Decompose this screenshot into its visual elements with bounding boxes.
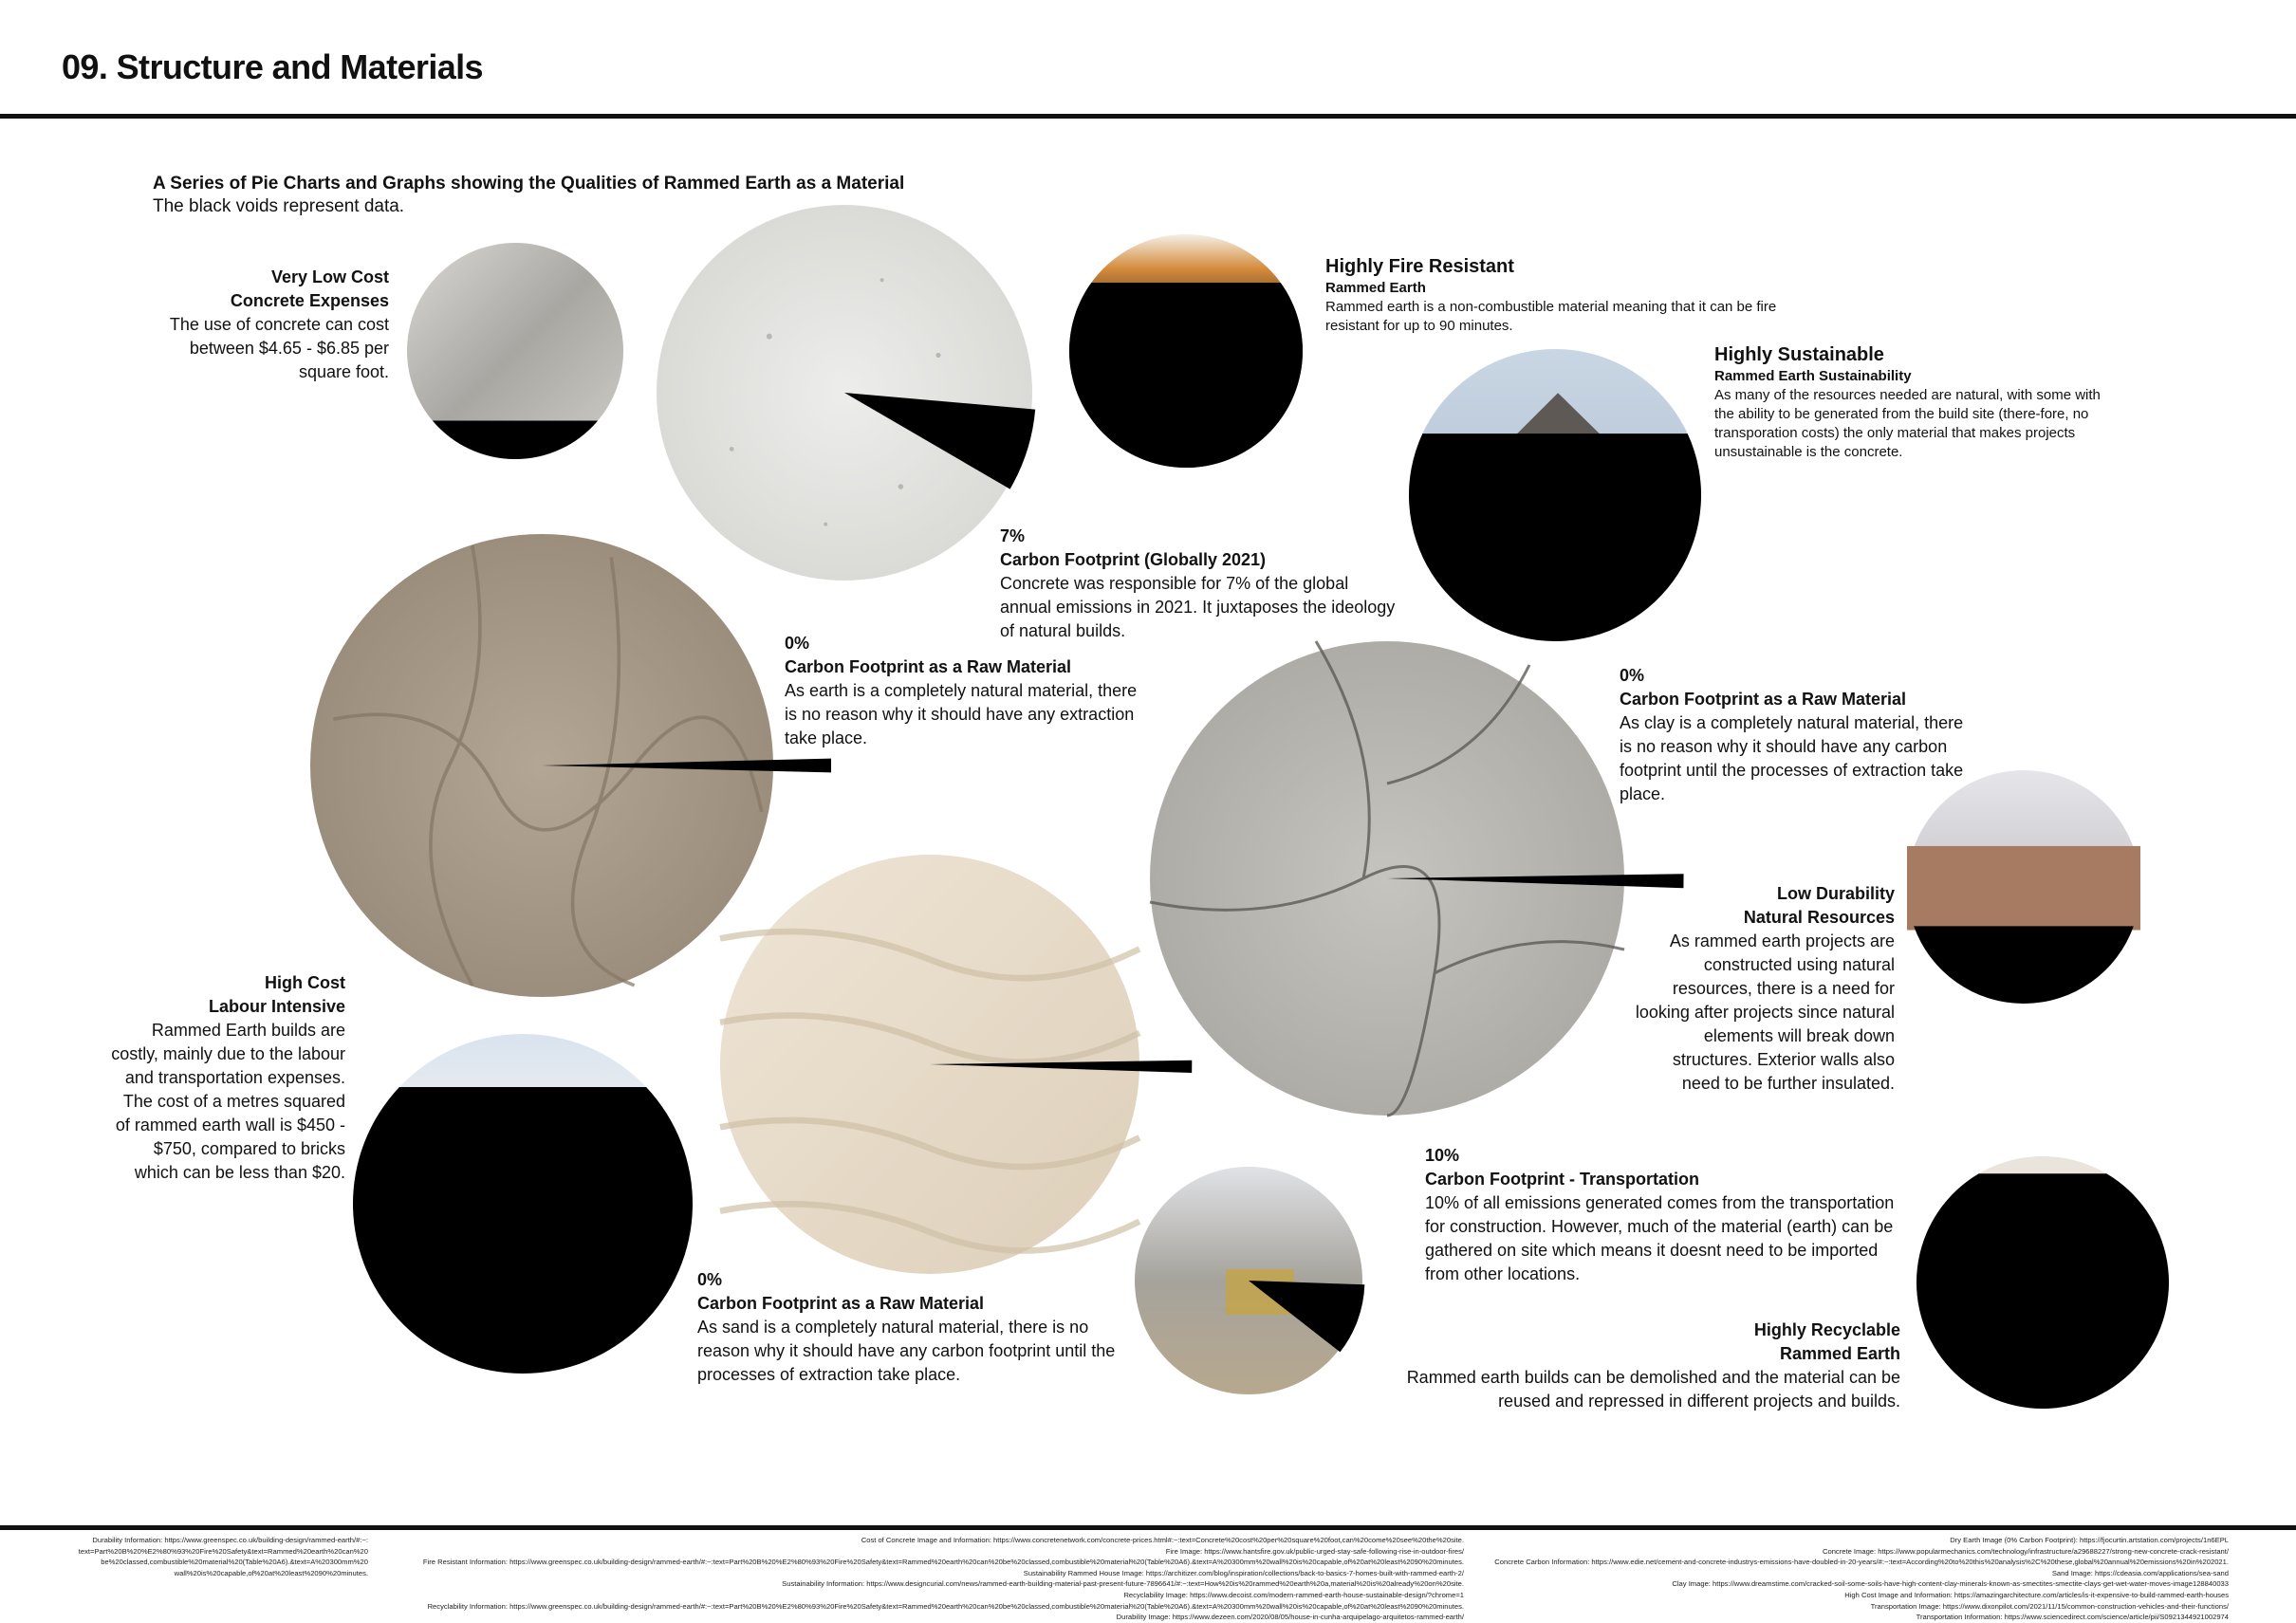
intro-title: A Series of Pie Charts and Graphs showing the Qualities of Rammed Earth as a Material (153, 174, 905, 194)
cost-title: Very Low Cost (270, 267, 389, 286)
earth-carbon-body: As earth is a completely natural material, there is no reason why it should have any extraction take place. (785, 681, 1138, 747)
reference-line: Concrete Image: https://www.popularmechanics.com/technology/infrastructure/a29688227/strong-new-concrete-crack-resistant/ (1823, 1546, 2229, 1556)
transport-carbon-body: 10% of all emissions generated comes from the transportation for construction. However, much of the material (earth) can be gathered on site which means it doesnt need to be imported from other locations. (1425, 1193, 1895, 1283)
pie-fire-resistance (1069, 234, 1303, 468)
sustainable-block (1714, 342, 2118, 462)
reference-line: Sustainability Rammed House Image: https://architizer.com/blog/inspiration/collections/back-to-basics-7-homes-built-with-rammed-earth-2/ (1023, 1568, 1464, 1577)
reference-line: Dry Earth Image (0% Carbon Footprint): https://fjocurtin.artstation.com/projects/1n6EPL (1950, 1536, 2229, 1544)
earth-carbon-block (785, 632, 1150, 750)
header-divider (0, 114, 2296, 119)
reference-line: text=Part%20B%20%E2%80%93%20Fire%20Safety&text=Rammed%20earth%20can%20 (78, 1546, 368, 1556)
sustainable-title: Highly Sustainable (1714, 344, 1884, 365)
pie-sustainability (1409, 349, 1701, 641)
pie-clay-carbon (1150, 641, 1624, 1116)
clay-carbon-title: Carbon Footprint as a Raw Material (1620, 690, 1907, 709)
clay-carbon-value: 0% (1620, 666, 1645, 685)
reference-line: Transportation Image: https://www.dixonpilot.com/2021/11/15/common-construction-vehicles-and-their-functions/ (1870, 1601, 2229, 1611)
cost-body: The use of concrete can cost between $4.65 - $6.85 per square foot. (169, 315, 389, 381)
reference-line: Transportation Information: https://www.sciencedirect.com/science/article/pii/S0921344921002974 (1916, 1613, 2229, 1622)
footer-divider (0, 1525, 2296, 1530)
pie-recyclability (1916, 1156, 2169, 1409)
concrete-texture-image (657, 205, 1032, 581)
pie-concrete-carbon (657, 205, 1032, 581)
fire-title: Highly Fire Resistant (1325, 256, 1514, 277)
reference-line: Fire Resistant Information: https://www.greenspec.co.uk/building-design/rammed-earth/#:~:text=Part%20B%20%E2%80%93%20Fire%20Safety&text=Rammed%20earth%20can%20be%20classed,combustible%20material%20(Table%20A6).&text=A%20300mm%20wall%20is%20capable,of%20at%20least%2090%20minutes. (422, 1558, 1464, 1567)
cost-block (152, 266, 389, 384)
fire-subtitle: Rammed Earth (1325, 280, 1426, 296)
cost-subtitle: Concrete Expenses (230, 291, 389, 310)
fire-block (1325, 254, 1781, 336)
concrete-carbon-title: Carbon Footprint (Globally 2021) (1000, 550, 1267, 569)
data-void (1069, 283, 1303, 468)
concrete-carbon-block (1000, 525, 1403, 643)
fire-body: Rammed earth is a non-combustible material meaning that it can be fire resistant for up to 90 minutes. (1325, 299, 1777, 334)
reference-line: Fire Image: https://www.hantsfire.gov.uk/public-urged-stay-safe-following-rise-in-outdoor-fires/ (1165, 1546, 1464, 1556)
sand-carbon-body: As sand is a completely natural material, there is no reason why it should have any carbon footprint until the processes of extraction take place. (697, 1318, 1116, 1384)
reference-line: High Cost Image and Information: https://amazingarchitecture.com/articles/is-it-expensive-to-build-rammed-earth-houses (1844, 1590, 2229, 1599)
earth-wall-shape (1907, 846, 2140, 931)
intro-subtitle: The black voids represent data. (153, 196, 405, 216)
reference-line: wall%20is%20capable,of%20at%20least%2090%20minutes. (174, 1568, 368, 1577)
pie-transport-carbon (1135, 1167, 1362, 1394)
high-cost-title: High Cost (265, 973, 345, 992)
pie-earth-carbon (310, 534, 773, 997)
earth-carbon-title: Carbon Footprint as a Raw Material (785, 657, 1072, 676)
durability-block (1634, 882, 1895, 1096)
sand-carbon-value: 0% (697, 1270, 723, 1289)
pie-high-cost (353, 1034, 693, 1374)
pie-sand-carbon (720, 855, 1139, 1274)
high-cost-body: Rammed Earth builds are costly, mainly due to the labour and transportation expenses. The cost of a metres squared of rammed earth wall is $450 - $750, compared to bricks which can be less than $20. (111, 1021, 345, 1182)
clay-carbon-body: As clay is a completely natural material, there is no reason why it should have any carbon footprint until the processes of extraction take place. (1620, 713, 1964, 803)
reference-line: Durability Information: https://www.greenspec.co.uk/building-design/rammed-earth/#:~: (92, 1536, 368, 1544)
concrete-carbon-body: Concrete was responsible for 7% of the global annual emissions in 2021. It juxtaposes the ideology of natural builds. (1000, 574, 1396, 640)
reference-line: Clay Image: https://www.dreamstime.com/cracked-soil-some-soils-have-high-content-clay-minerals-known-as-smectites-smectite-clays-get-wet-water-moves-image128840033 (1672, 1579, 2229, 1589)
sand-carbon-block (697, 1268, 1139, 1387)
references-col-3 (1494, 1535, 2229, 1623)
recyclable-title: Highly Recyclable (1753, 1320, 1900, 1339)
recyclable-subtitle: Rammed Earth (1779, 1344, 1900, 1363)
reference-line: be%20classed,combustible%20material%20(Table%20A6).&text=A%20300mm%20 (101, 1558, 368, 1567)
references-col-1 (79, 1535, 368, 1578)
data-void (353, 1087, 693, 1374)
sustainable-body: As many of the resources needed are natural, with some with the ability to be generated from the build site (there-fore, no transporation costs) the only material that makes projects unsustainable is the concrete. (1714, 387, 2101, 460)
recyclable-body: Rammed earth builds can be demolished and the material can be reused and repressed in different projects and builds. (1406, 1368, 1900, 1411)
durability-subtitle: Natural Resources (1743, 908, 1895, 927)
sand-carbon-title: Carbon Footprint as a Raw Material (697, 1294, 985, 1313)
earth-carbon-value: 0% (785, 634, 810, 653)
transport-carbon-title: Carbon Footprint - Transportation (1425, 1170, 1699, 1189)
high-cost-subtitle: Labour Intensive (208, 997, 345, 1016)
durability-title: Low Durability (1776, 884, 1895, 903)
data-void (1914, 926, 2134, 1004)
reference-line: Sand Image: https://cdeasia.com/applications/sea-sand (2051, 1568, 2229, 1577)
page-title: 09. Structure and Materials (62, 47, 483, 86)
transport-carbon-value: 10% (1425, 1146, 1460, 1165)
high-cost-block (108, 971, 345, 1185)
data-void (1916, 1173, 2169, 1409)
reference-line: Durability Image: https://www.dezeen.com/2020/08/05/house-in-cunha-arquipelago-arquitetos-rammed-earth/ (1116, 1613, 1464, 1622)
data-void (433, 421, 598, 459)
recyclable-block (1379, 1319, 1900, 1413)
concrete-carbon-value: 7% (1000, 526, 1026, 545)
reference-line: Recyclability Information: https://www.greenspec.co.uk/building-design/rammed-earth/#:~:text=Part%20B%20%E2%80%93%20Fire%20Safety&text=Rammed%20earth%20can%20be%20classed,combustible%20material%20(Table%20A6).&text=A%20300mm%20wall%20is%20capable,of%20at%20least%2090%20minutes. (427, 1601, 1464, 1611)
pie-concrete-cost (407, 243, 623, 459)
references-col-2 (423, 1535, 1464, 1623)
transport-carbon-block (1425, 1144, 1895, 1286)
clay-carbon-block (1620, 664, 1975, 806)
durability-body: As rammed earth projects are constructed using natural resources, there is a need for looking after projects since natural elements will break down structures. Exterior walls also need to be further insulated. (1635, 931, 1895, 1093)
reference-line: Concrete Carbon Information: https://www.edie.net/cement-and-concrete-industrys-emissions-have-doubled-in-20-years/#:~:text=According%20to%20this%20analysis%2C%20these,global%20annual%20emissions%20in%202021. (1494, 1558, 2229, 1567)
reference-line: Sustainability Information: https://www.designcurial.com/news/rammed-earth-building-material-past-present-future-7896641/#:~:text=How%20is%20rammed%20earth%20a,material%20is%20already%20on%20site. (782, 1579, 1464, 1589)
data-void (1409, 433, 1701, 641)
reference-line: Recyclability Image: https://www.decoist.com/modern-rammed-earth-house-sustainable-design/?chrome=1 (1123, 1590, 1464, 1599)
sustainable-subtitle: Rammed Earth Sustainability (1714, 368, 1912, 384)
reference-line: Cost of Concrete Image and Information: https://www.concretenetwork.com/concrete-prices.html#:~:text=Concrete%20cost%20per%20square%20foot,can%20come%20see%20the%20site. (861, 1536, 1464, 1544)
